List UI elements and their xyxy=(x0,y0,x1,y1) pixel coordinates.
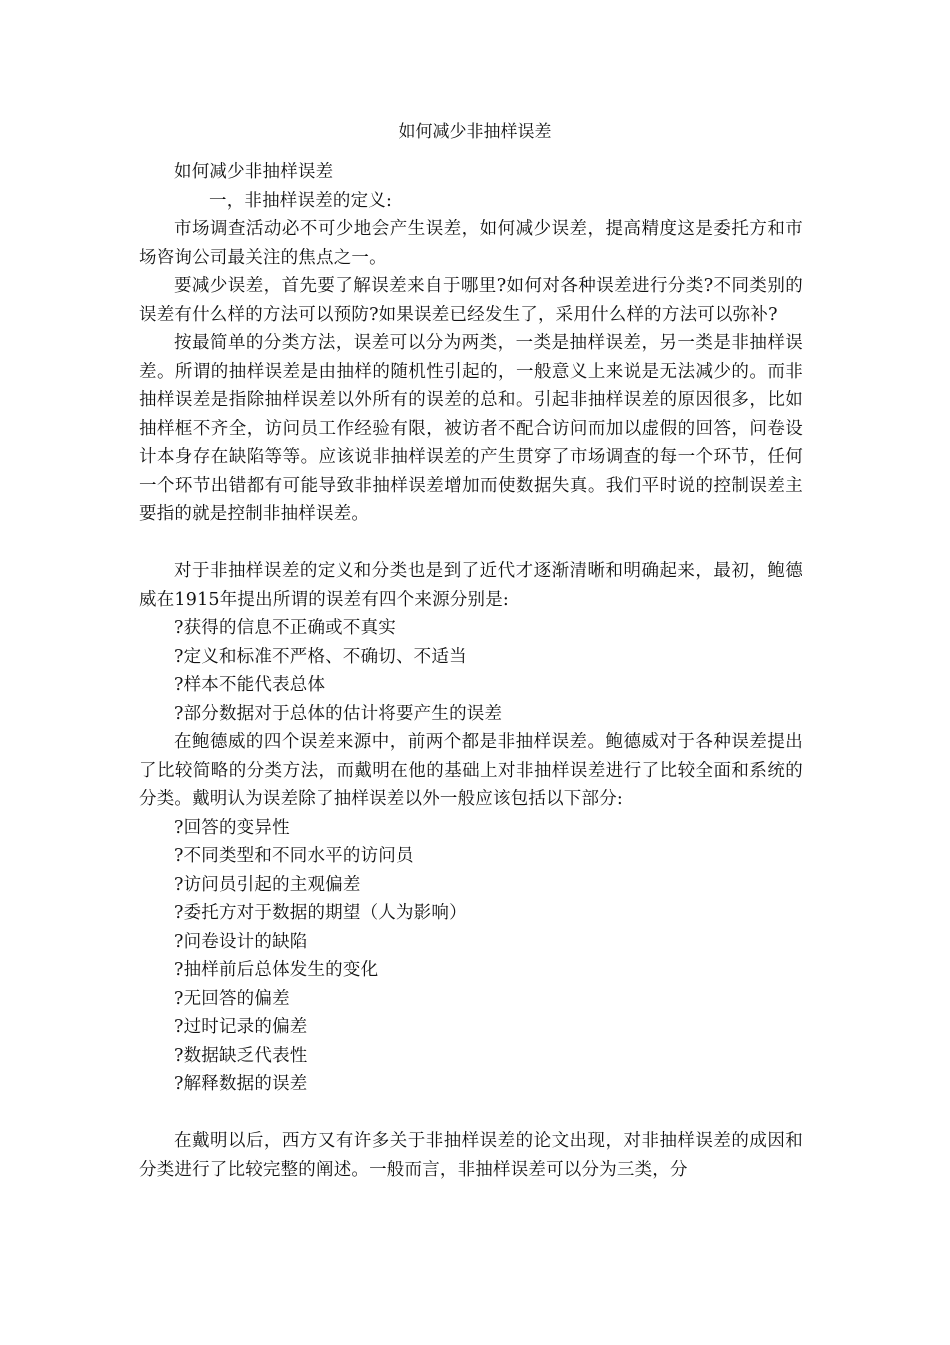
list-item: ?问卷设计的缺陷 xyxy=(174,931,308,952)
list-item: ?获得的信息不正确或不真实 xyxy=(174,618,396,638)
list-item: ?样本不能代表总体 xyxy=(174,675,326,695)
paragraph: 在鲍德威的四个误差来源中，前两个都是非抽样误差。鲍德威对于各种误差提出了比较简略的分类方法，而戴明在他的基础上对非抽样误差进行了比较全面和系统的分类。戴明认为误差除了抽样误差以外一般应该包括以下部分: xyxy=(139,732,803,809)
list-item: ?抽样前后总体发生的变化 xyxy=(174,960,379,980)
list-item: ?委托方对于数据的期望（人为影响） xyxy=(174,903,467,923)
list-item: ?定义和标准不严格、不确切、不适当 xyxy=(174,646,467,667)
list-item: ?数据缺乏代表性 xyxy=(174,1045,308,1066)
section-heading: 一，非抽样误差的定义: xyxy=(209,190,393,211)
document-body xyxy=(139,158,803,1184)
paragraph: 按最简单的分类方法，误差可以分为两类，一类是抽样误差，另一类是非抽样误差。所谓的抽样误差是由抽样的随机性引起的，一般意义上来说是无法减少的。而非抽样误差是指除抽样误差以外所有的误差的总和。引起非抽样误差的原因很多，比如抽样框不齐全，访问员工作经验有限，被访者不配合访问而加以虚假的回答，问卷设计本身存在缺陷等等。应该说非抽样误差的产生贯穿了市场调查的每一个环节，任何一个环节出错都有可能导致非抽样误差增加而使数据失真。我们平时说的控制误差主要指的就是控制非抽样误差。 xyxy=(139,333,803,524)
paragraph: 在戴明以后，西方又有许多关于非抽样误差的论文出现，对非抽样误差的成因和分类进行了比较完整的阐述。一般而言，非抽样误差可以分为三类，分 xyxy=(139,1131,803,1180)
list-item: ?回答的变异性 xyxy=(174,817,290,838)
document-title: 如何减少非抽样误差 xyxy=(398,122,552,142)
list-item: ?访问员引起的主观偏差 xyxy=(174,874,361,895)
paragraph: 对于非抽样误差的定义和分类也是到了近代才逐渐清晰和明确起来，最初，鲍德威在1915年提出所谓的误差有四个来源分别是: xyxy=(139,561,803,610)
list-item: ?无回答的偏差 xyxy=(174,988,290,1009)
list-item: ?解释数据的误差 xyxy=(174,1074,308,1094)
document-subtitle: 如何减少非抽样误差 xyxy=(174,162,334,182)
list-item: ?部分数据对于总体的估计将要产生的误差 xyxy=(174,703,503,724)
list-item: ?不同类型和不同水平的访问员 xyxy=(174,846,414,866)
paragraph: 市场调查活动必不可少地会产生误差，如何减少误差，提高精度这是委托方和市场咨询公司最关注的焦点之一。 xyxy=(139,219,803,268)
paragraph: 要减少误差，首先要了解误差来自于哪里?如何对各种误差进行分类?不同类别的误差有什么样的方法可以预防?如果误差已经发生了，采用什么样的方法可以弥补? xyxy=(139,276,803,325)
list-item: ?过时记录的偏差 xyxy=(174,1017,308,1037)
